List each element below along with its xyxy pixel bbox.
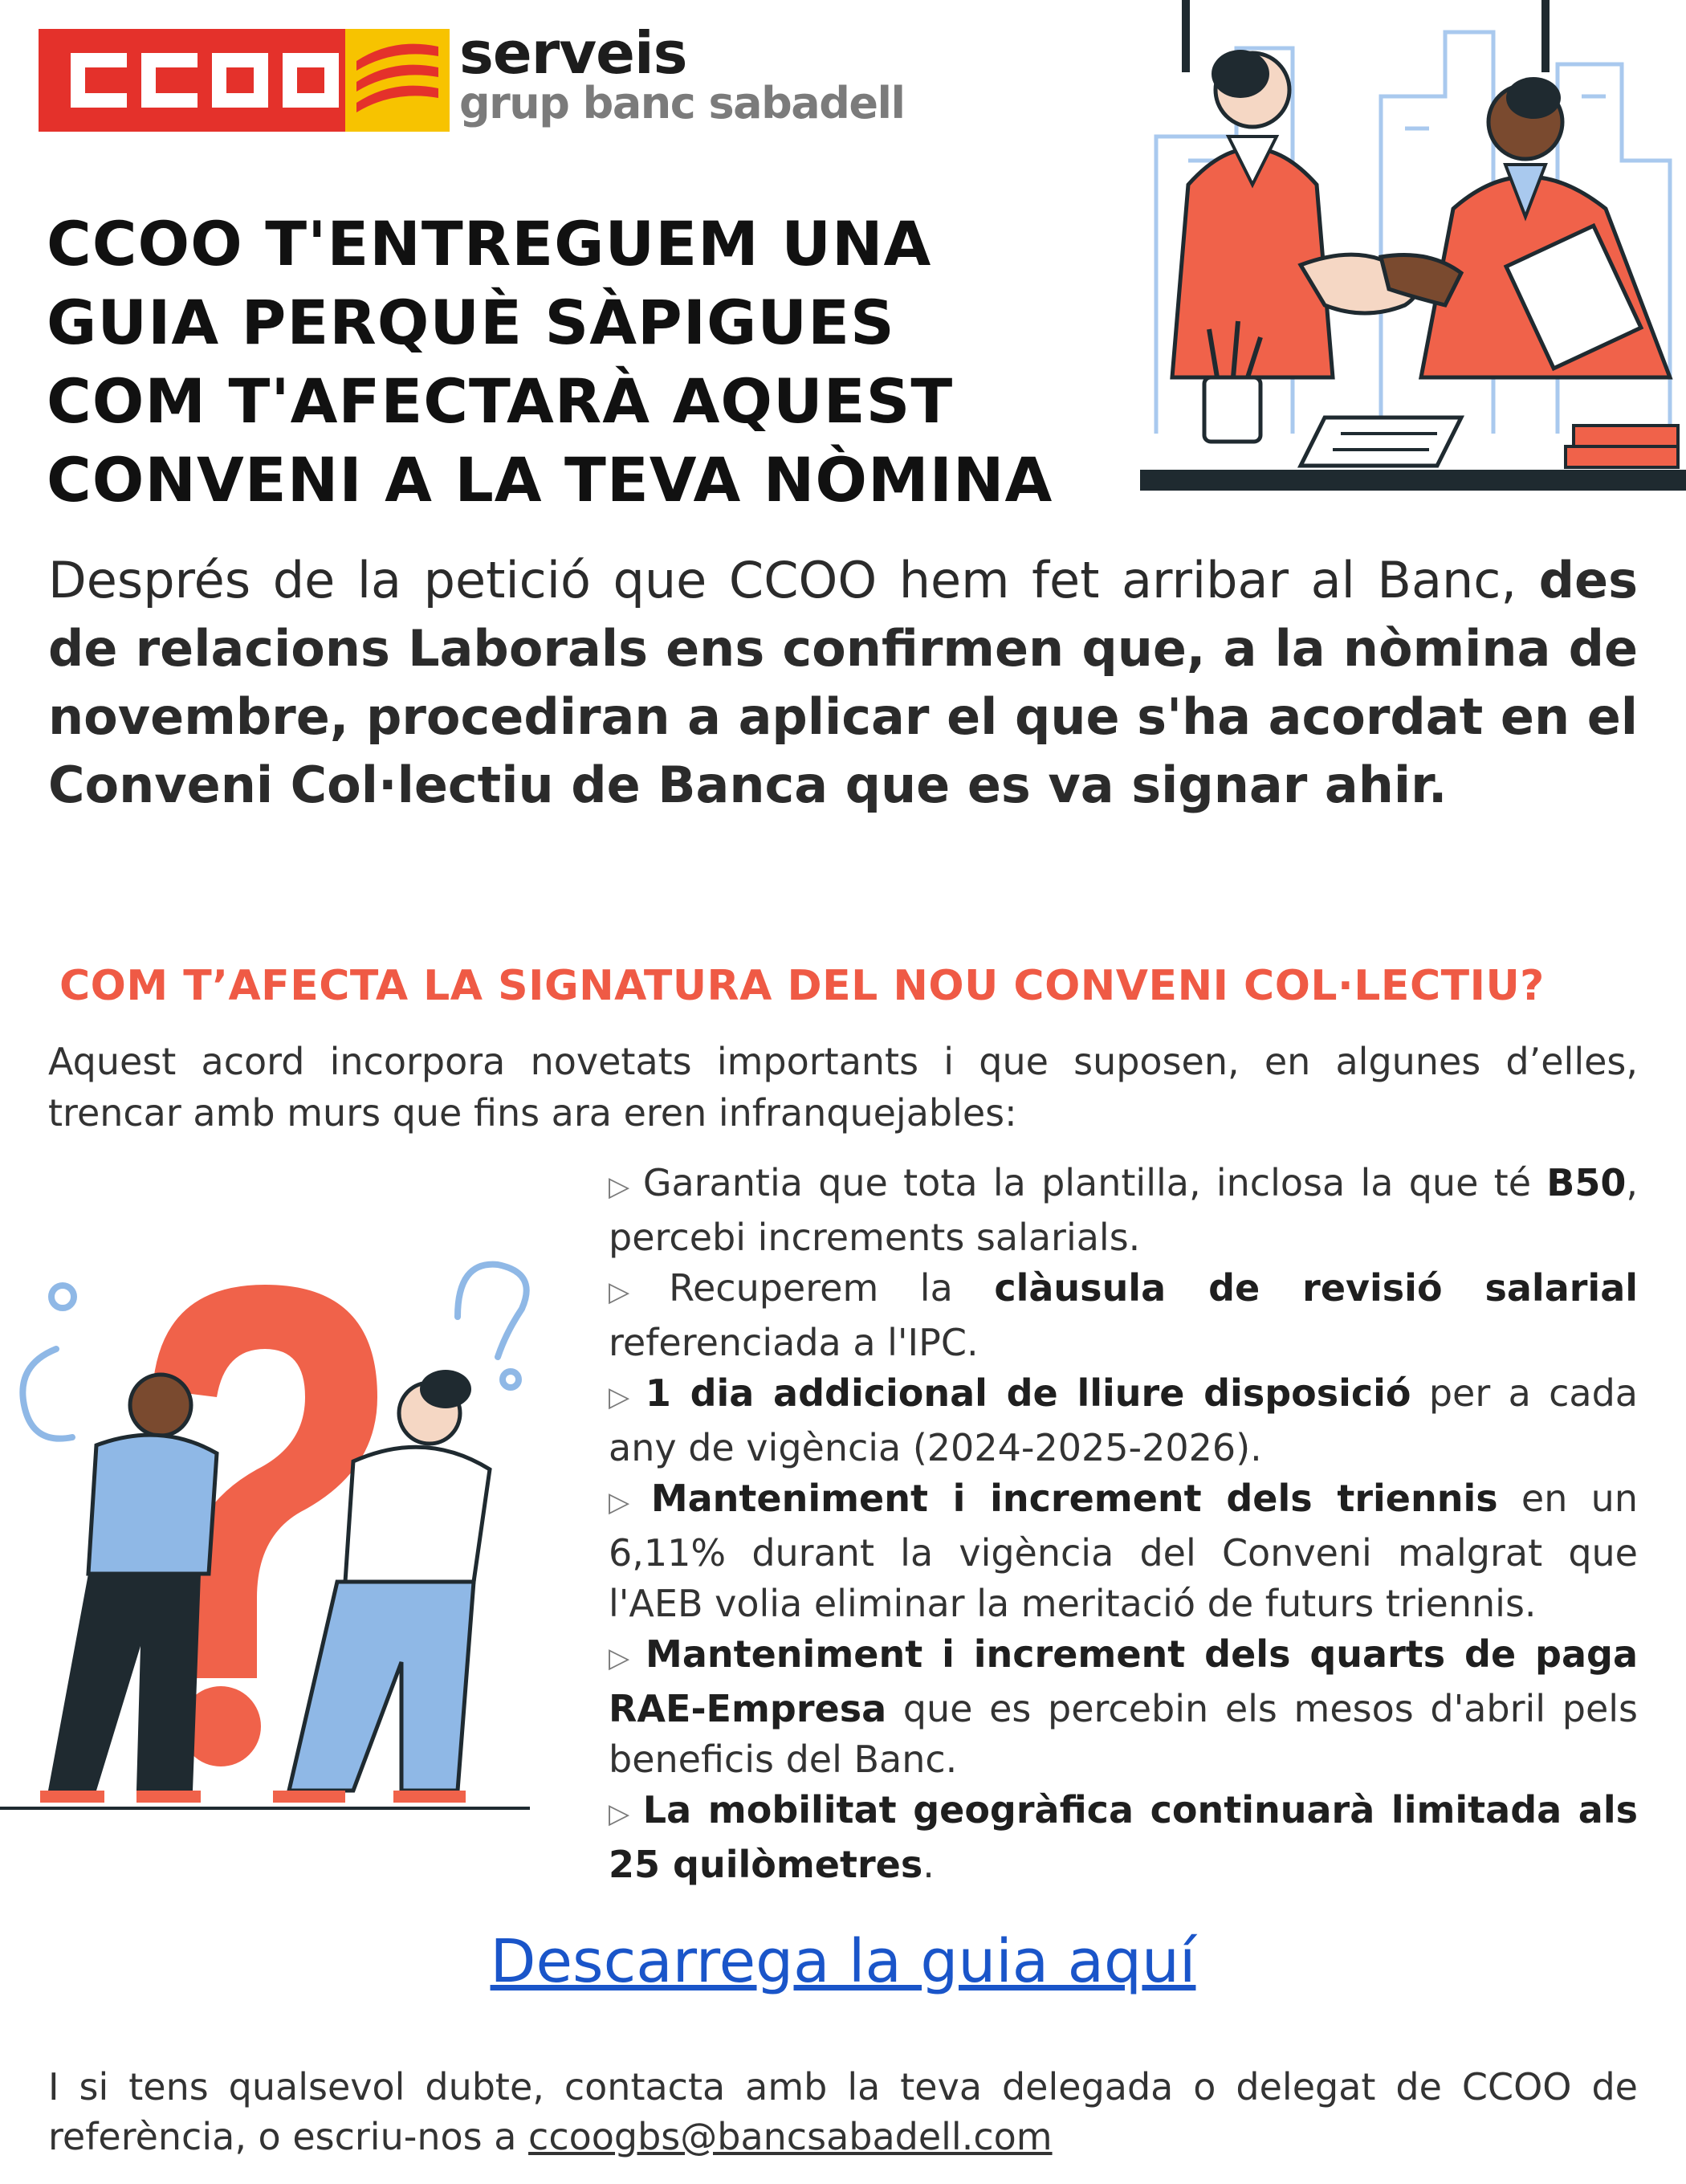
- download-guide-link[interactable]: Descarrega la guia aquí: [490, 1927, 1196, 1996]
- list-item: ▷ Recuperem la clàusula de revisió salarial referenciada a l'IPC.: [609, 1266, 1638, 1364]
- triangle-bullet-icon: ▷: [609, 1381, 636, 1413]
- intro-bold-text: des de relacions Laborals ens confirmen que, a la nòmina de novembre, procediran a aplicar el que s'ha acordat en el Conveni Col·lectiu de Banca que es va signar ahir.: [48, 551, 1638, 814]
- headline-line-4: CONVENI A LA TEVA NÒMINA: [47, 444, 1053, 515]
- triangle-bullet-icon: ▷: [609, 1276, 660, 1308]
- question-mark-illustration: [0, 1228, 546, 1815]
- triangle-bullet-icon: ▷: [609, 1486, 641, 1518]
- catalan-flag-emblem: [345, 29, 450, 132]
- benefits-list: [609, 1158, 1638, 1890]
- handshake-illustration: [1140, 0, 1686, 522]
- headline-line-1: CCOO T'ENTREGUEM UNA: [47, 208, 932, 279]
- email-link[interactable]: ccoogbs@bancsabadell.com: [528, 2115, 1053, 2158]
- intro-paragraph: [48, 546, 1638, 819]
- list-item: ▷ Manteniment i increment dels quarts de paga RAE-Empresa que es percebin els mesos d'abril pels beneficis del Banc.: [609, 1632, 1638, 1781]
- headline-line-3: COM T'AFECTARÀ AQUEST: [47, 365, 954, 437]
- brand-grup-banc-sabadell: grup banc sabadell: [459, 78, 905, 128]
- footer-text: I si tens qualsevol dubte, contacta amb la teva delegada o delegat de CCOO de referència, o escriu-nos a: [48, 2065, 1638, 2158]
- list-item: ▷ Garantia que tota la plantilla, inclosa la que té B50, percebi increments salarials.: [609, 1161, 1638, 1259]
- section-heading: COM T’AFECTA LA SIGNATURA DEL NOU CONVENI COL·LECTIU?: [59, 962, 1545, 1010]
- list-item: ▷ Manteniment i increment dels triennis en un 6,11% durant la vigència del Conveni malgrat que l'AEB volia eliminar la meritació de futurs triennis.: [609, 1477, 1638, 1625]
- headline: [47, 205, 1155, 520]
- triangle-bullet-icon: ▷: [609, 1642, 637, 1674]
- list-item: ▷ 1 dia addicional de lliure disposició per a cada any de vigència (2024-2025-2026).: [609, 1371, 1638, 1469]
- intro-normal-text: Després de la petició que CCOO hem fet arribar al Banc,: [48, 551, 1517, 609]
- triangle-bullet-icon: ▷: [609, 1798, 633, 1830]
- list-item: ▷ La mobilitat geogràfica continuarà limitada als 25 quilòmetres.: [609, 1788, 1638, 1886]
- ccoo-logo: [39, 29, 364, 132]
- footer-contact: [48, 2062, 1638, 2162]
- section-lead: Aquest acord incorpora novetats importants i que suposen, en algunes d’elles, trencar amb murs que fins ara eren infranquejables:: [48, 1040, 1638, 1135]
- brand-serveis: serveis: [459, 19, 687, 87]
- headline-line-2: GUIA PERQUÈ SÀPIGUES: [47, 287, 895, 358]
- triangle-bullet-icon: ▷: [609, 1171, 633, 1203]
